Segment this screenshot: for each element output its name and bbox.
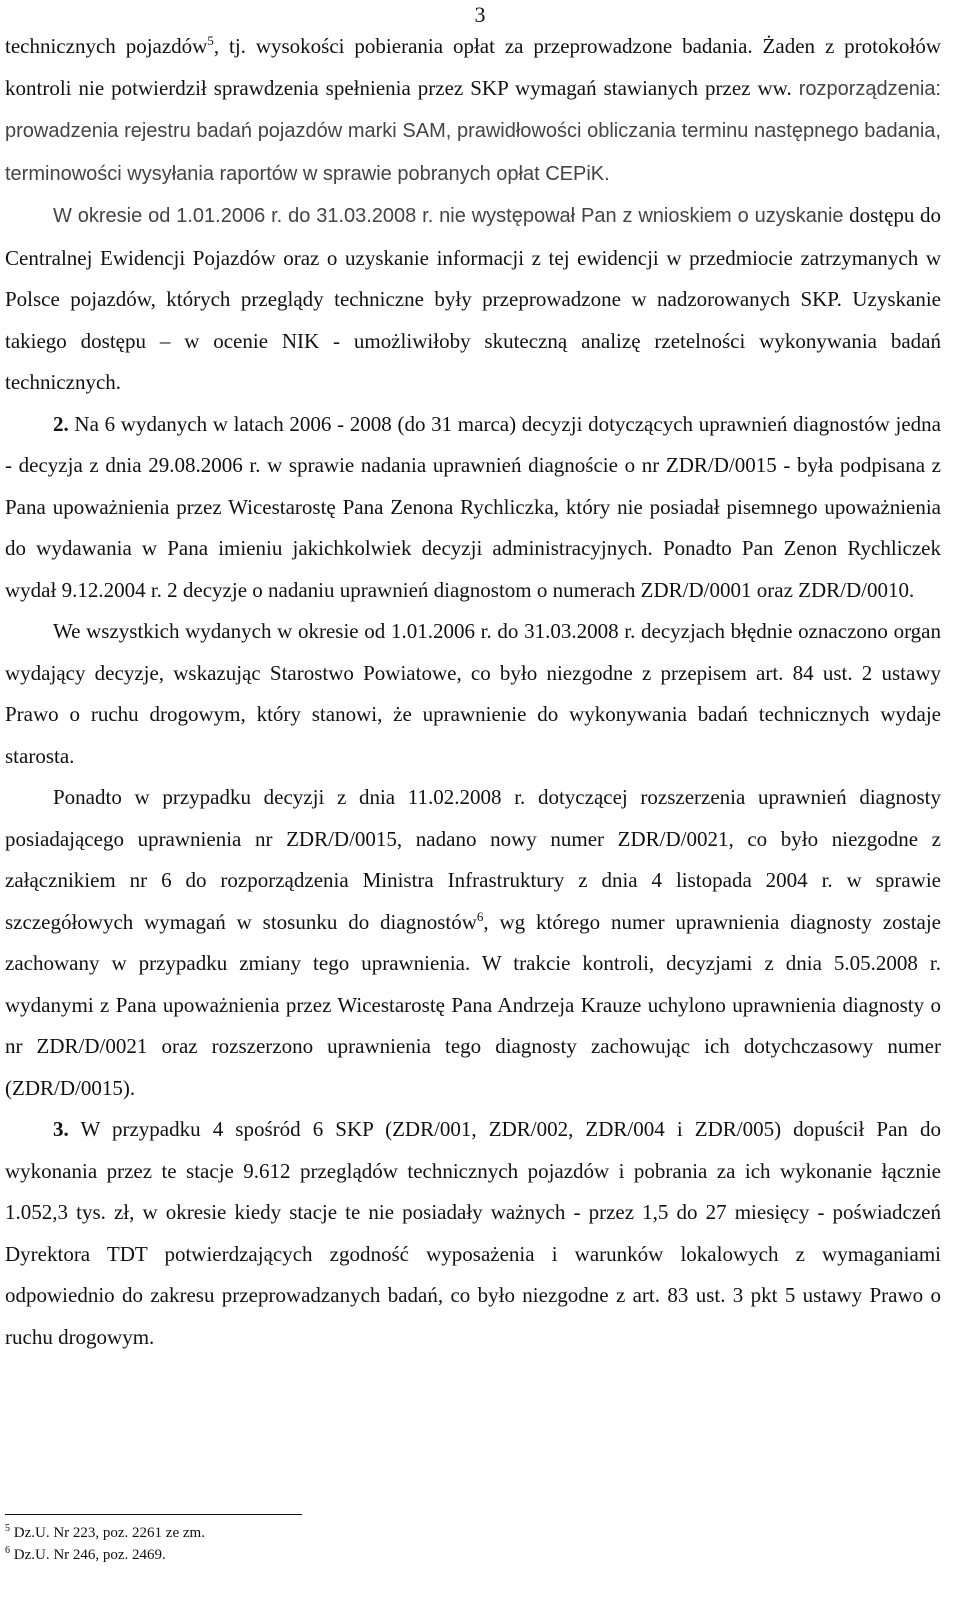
paragraph-2-text-a: W okresie od 1.01.2006 r. do 31.03.2008 r. nie występował Pan z wnioskiem o uzyskanie <box>53 205 844 227</box>
paragraph-5-text-a: Ponadto w przypadku decyzji z dnia 11.02.2008 r. dotyczącej rozszerzenia uprawnień diagnosty posiadającego uprawnienia nr ZDR/D/0015, nadano nowy numer ZDR/D/0021, co było niezgodne z załącznikiem nr 6 do rozporządzenia Ministra Infrastruktury z dnia 4 listopada 2004 r. w sprawie szczegółowych wymagań w stosunku do diagnostów <box>5 785 941 934</box>
paragraph-5 <box>5 777 941 1109</box>
paragraph-4-text: We wszystkich wydanych w okresie od 1.01.2006 r. do 31.03.2008 r. decyzjach błędnie oznaczono organ wydający decyzje, wskazując Starostwo Powiatowe, co było niezgodne z przepisem art. 84 ust. 2 ustawy Prawo o ruchu drogowym, który stanowi, że uprawnienie do wykonywania badań technicznych wydaje starosta. <box>5 619 941 768</box>
section-number-2: 2. <box>53 411 69 436</box>
paragraph-1-text-c: rozporządzenia: prowadzenia rejestru badań pojazdów marki SAM, prawidłowości obliczania terminu następnego badania, terminowości wysyłania raportów w sprawie pobranych opłat CEPiK. <box>5 77 941 185</box>
footnote-text: Dz.U. Nr 223, poz. 2261 ze zm. <box>10 1525 205 1541</box>
paragraph-6 <box>5 1109 941 1358</box>
footnote-ref-6: 6 <box>476 908 484 924</box>
page-number: 3 <box>474 2 486 27</box>
footnote-5 <box>5 1522 605 1544</box>
paragraph-3 <box>5 404 941 612</box>
footnote-text: Dz.U. Nr 246, poz. 2469. <box>10 1547 166 1563</box>
footnote-6 <box>5 1544 605 1566</box>
footnote-mark: 5 <box>5 1523 10 1534</box>
body-text <box>5 26 941 1358</box>
footnote-ref-5: 5 <box>207 33 214 48</box>
paragraph-5-text-b: , wg którego numer uprawnienia diagnosty zostaje zachowany w przypadku zmiany tego uprawnienia. W trakcie kontroli, decyzjami z dnia 5.05.2008 r. wydanymi z Pana upoważnienia przez Wicestarostę Pana Andrzeja Krauze uchylono uprawnienia diagnosty o nr ZDR/D/0021 oraz rozszerzono uprawnienia tego diagnosty zachowując ich dotychczasowy numer (ZDR/D/0015). <box>5 909 942 1100</box>
paragraph-6-text: W przypadku 4 spośród 6 SKP (ZDR/001, ZDR/002, ZDR/004 i ZDR/005) dopuścił Pan do wykonania przez te stacje 9.612 przeglądów technicznych pojazdów i pobrania za ich wykonanie łącznie 1.052,3 tys. zł, w okresie kiedy stacje te nie posiadały ważnych - przez 1,5 do 27 miesięcy - poświadczeń Dyrektora TDT potwierdzających zgodność wyposażenia i warunków lokalowych z wymaganiami odpowiednio do zakresu przeprowadzanych badań, co było niezgodne z art. 83 ust. 3 pkt 5 ustawy Prawo o ruchu drogowym. <box>5 1117 941 1349</box>
paragraph-2-text-b: dostępu do Centralnej Ewidencji Pojazdów oraz o uzyskanie informacji z tej ewidencji w przedmiocie zatrzymanych w Polsce pojazdów, których przeglądy techniczne były przeprowadzone w nadzorowanych SKP. Uzyskanie takiego dostępu – w ocenie NIK - umożliwiłoby skuteczną analizę rzetelności wykonywania badań technicznych. <box>5 203 942 394</box>
paragraph-4 <box>5 611 941 777</box>
paragraph-2 <box>5 195 941 404</box>
footnote-mark: 6 <box>5 1545 10 1556</box>
paragraph-1-text-a: technicznych pojazdów <box>5 34 208 58</box>
footnotes <box>5 1522 605 1566</box>
footnote-separator <box>5 1514 302 1515</box>
section-number-3: 3. <box>53 1117 69 1141</box>
paragraph-3-text: Na 6 wydanych w latach 2006 - 2008 (do 31 marca) decyzji dotyczących uprawnień diagnostów jedna - decyzja z dnia 29.08.2006 r. w sprawie nadania uprawnień diagnoście o nr ZDR/D/0015 - była podpisana z Pana upoważnienia przez Wicestarostę Pana Zenona Rychliczka, który nie posiadał pisemnego upoważnienia do wydawania w Pana imieniu jakichkolwiek decyzji administracyjnych. Ponadto Pan Zenon Rychliczek wydał 9.12.2004 r. 2 decyzje o nadaniu uprawnień diagnostom o numerach ZDR/D/0001 oraz ZDR/D/0010. <box>5 411 941 602</box>
paragraph-1 <box>5 26 941 195</box>
paragraph-1-text-b: , tj. wysokości pobierania opłat za przeprowadzone badania. Żaden z protokołów kontroli nie potwierdził sprawdzenia spełnienia przez SKP wymagań stawianych przez ww. <box>5 34 942 100</box>
